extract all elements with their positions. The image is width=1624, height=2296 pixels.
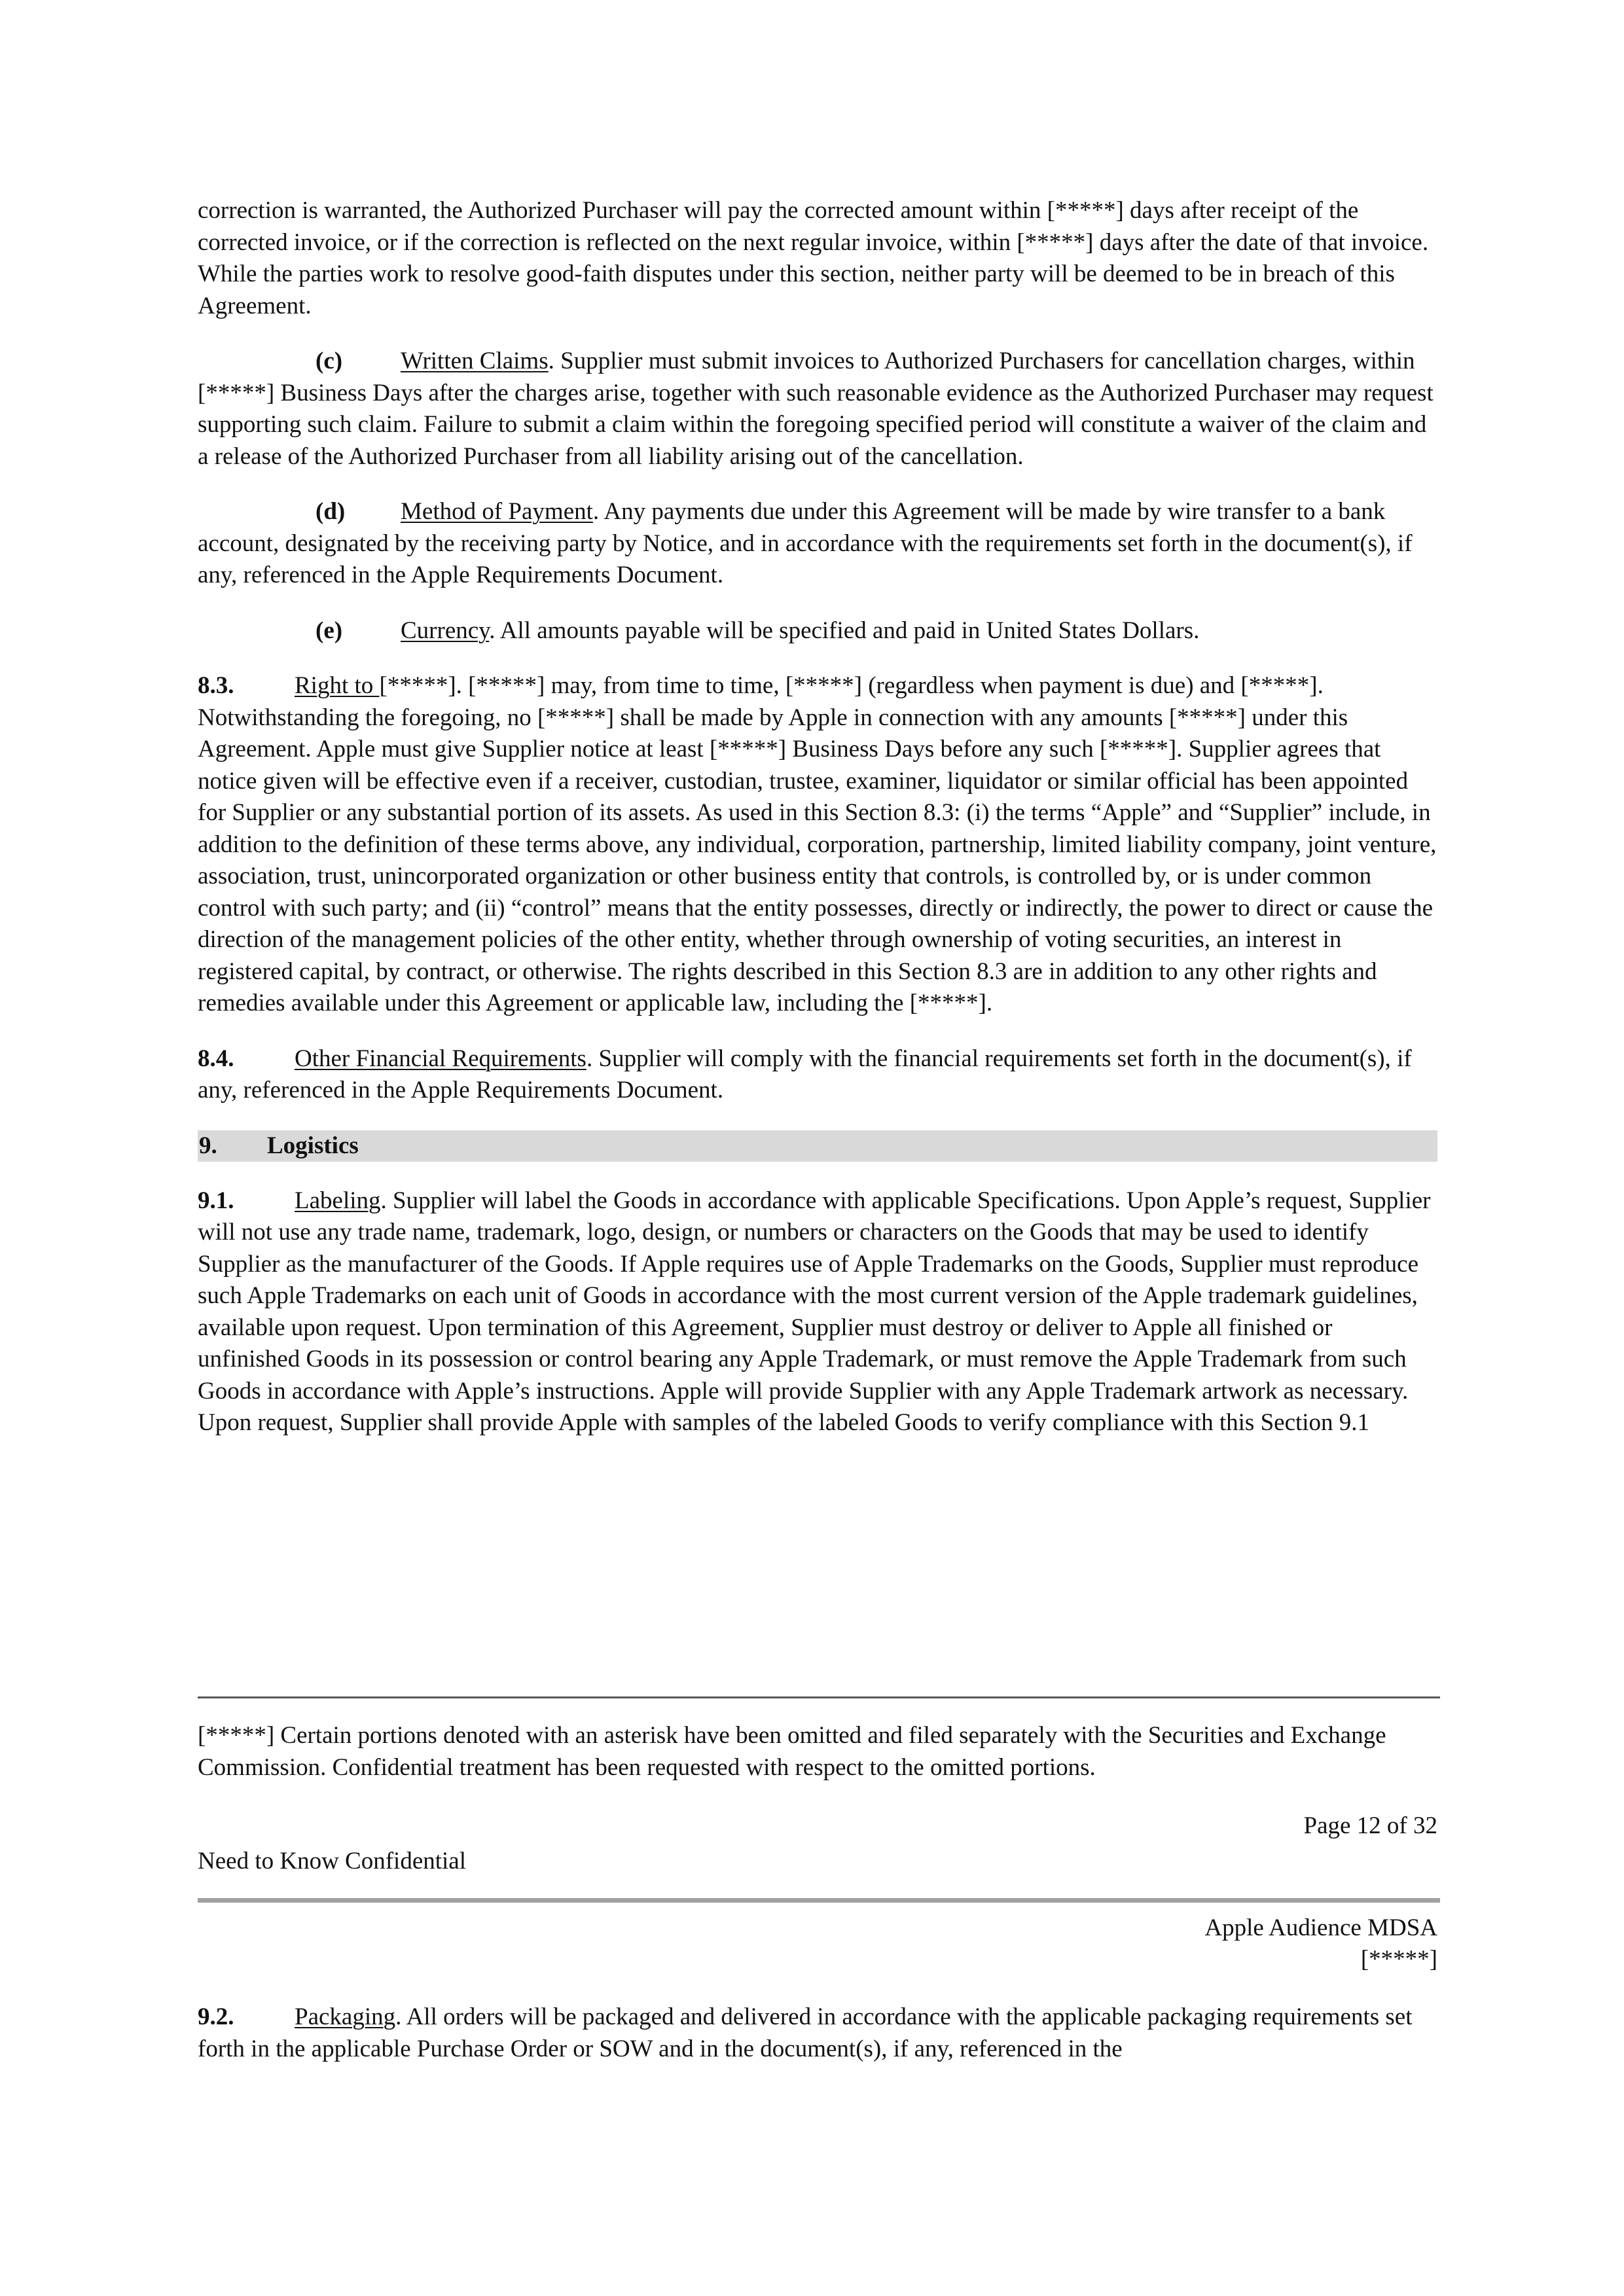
page-break-divider [198,1898,1440,1903]
section-text: [*****]. [*****] may, from time to time, [*****] (regardless when payment is due) and [*****]. Notwithstanding the foregoing, no [*****] shall be made by Apple in connection with any amounts [*****] under this Agreement. Apple must give Supplier notice at least [*****] Business Days before any such [*****]. Supplier agrees that notice given will be effective even if a receiver, custodian, trustee, examiner, liquidator or similar official has been appointed for Supplier or any substantial portion of its assets. As used in this Section 8.3: (i) the terms “Apple” and “Supplier” include, in addition to the definition of these terms above, any individual, corporation, partnership, limited liability company, joint venture, association, trust, unincorporated organization or other business entity that controls, is controlled by, or is under common control with such party; and (ii) “control” means that the entity possesses, directly or indirectly, the power to direct or cause the direction of the management policies of the other entity, whether through ownership of voting securities, an interest in registered capital, by contract, or otherwise. The rights described in this Section 8.3 are in addition to any other rights and remedies available under this Agreement or applicable law, including the [*****]. [198,672,1437,1016]
subsection-number: (e) [316,617,343,644]
page-number: Page 12 of 32 [1303,1812,1437,1839]
intro-paragraph: correction is warranted, the Authorized Purchaser will pay the corrected amount within [*****] days after receipt of the corrected invoice, or if the correction is reflected on the next regular invoice, within [*****] days after the date of that invoice. While the parties work to resolve good-faith disputes under this section, neither party will be deemed to be in breach of this Agreement. [198,197,1429,319]
subsection-text: . Any payments due under this Agreement will be made by wire transfer to a bank account, designated by the receiving party by Notice, and in accordance with the requirements set forth in the document(s), if any, referenced in the Apple Requirements Document. [198,498,1413,588]
section-8-4 [198,1043,1437,1107]
footnote: [*****] Certain portions denoted with an asterisk have been omitted and filed separately with the Securities and Exchange Commission. Confidential treatment has been requested with respect to the omitted portions. [198,1722,1386,1781]
subsection-c [198,346,1437,473]
section-title: Labeling [295,1187,381,1214]
section-title: Other Financial Requirements [295,1045,586,1072]
subsection-number: (d) [316,498,346,525]
confidentiality-label: Need to Know Confidential [198,1848,466,1874]
subsection-title: Currency [401,617,490,644]
section-9-2 [198,2001,1437,2065]
next-page-body [198,2001,1437,2089]
subsection-text: . Supplier must submit invoices to Authorized Purchasers for cancellation charges, within [*****] Business Days after the charges arise, together with such reasonable evidence as the Authorized Purchaser may request supporting such claim. Failure to submit a claim within the foregoing specified period will constitute a waiver of the claim and a release of the Authorized Purchaser from all liability arising out of the cancellation. [198,348,1434,470]
page-body [198,195,1437,1463]
section-number: 9.2. [198,2003,234,2030]
section-number: 8.3. [198,672,234,699]
subsection-title: Written Claims [401,348,549,374]
section-header-title: Logistics [267,1132,359,1159]
section-number: 9.1. [198,1187,234,1214]
section-9-header [198,1130,1437,1162]
section-text: . Supplier will comply with the financial requirements set forth in the document(s), if any, referenced in the Apple Requirements Document. [198,1045,1412,1103]
subsection-d [198,496,1437,592]
section-header-number: 9. [199,1132,217,1159]
section-title: Right to [295,672,380,699]
subsection-title: Method of Payment [401,498,593,525]
subsection-number: (c) [316,348,343,374]
section-text: . Supplier will label the Goods in accordance with applicable Specifications. Upon Apple’s request, Supplier will not use any trade name, trademark, logo, design, or numbers or characters on the Goods that may be used to identify Supplier as the manufacturer of the Goods. If Apple requires use of Apple Trademarks on the Goods, Supplier must reproduce such Apple Trademarks on each unit of Goods in accordance with the most current version of the Apple trademark guidelines, available upon request. Upon termination of this Agreement, Supplier must destroy or deliver to Apple all finished or unfinished Goods in its possession or control bearing any Apple Trademark, or must remove the Apple Trademark from such Goods in accordance with Apple’s instructions. Apple will provide Supplier with any Apple Trademark artwork as necessary. Upon request, Supplier shall provide Apple with samples of the labeled Goods to verify compliance with this Section 9.1 [198,1187,1431,1436]
section-text: . All orders will be packaged and delivered in accordance with the applicable packaging requirements set forth in the applicable Purchase Order or SOW and in the document(s), if any, referenced in the [198,2003,1413,2062]
section-8-3 [198,670,1437,1020]
subsection-e [198,615,1437,647]
footer-divider [198,1696,1440,1698]
subsection-text: . All amounts payable will be specified and paid in United States Dollars. [489,617,1200,644]
document-reference: [*****] [1360,1946,1437,1973]
document-name: Apple Audience MDSA [1204,1914,1437,1941]
section-9-1 [198,1185,1437,1439]
section-title: Packaging [295,2003,396,2030]
section-number: 8.4. [198,1045,234,1072]
